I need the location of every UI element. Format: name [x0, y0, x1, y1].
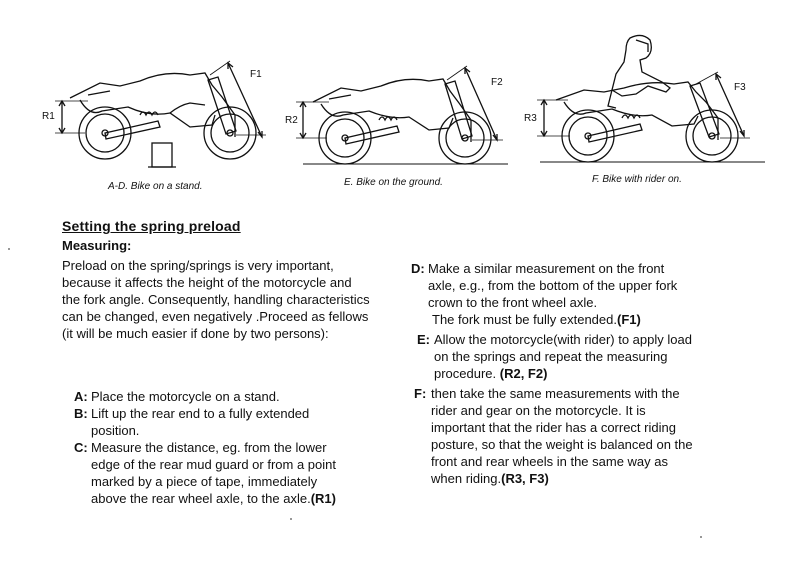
rider: [612, 35, 670, 96]
step-text: then take the same measurements with the rider and gear on the motorcycle. It is important that the rider has a correct riding posture, so that the weight is balanced on the front and rear wheels in the same way as when riding.: [431, 386, 693, 486]
step-letter: F:: [414, 386, 427, 401]
figure-caption-rider: F. Bike with rider on.: [592, 174, 682, 185]
step-measure-mark: (R2, F2): [499, 366, 548, 381]
label-r3: R3: [524, 113, 537, 124]
step-text: Lift up the rear end to a fully extended position.: [91, 406, 310, 438]
step-measure-mark: (F1): [616, 312, 641, 327]
figure-caption-ground: E. Bike on the ground.: [344, 177, 443, 188]
step-text: Allow the motorcycle(with rider) to apply load on the springs and repeat the measuring procedure.: [434, 332, 692, 381]
step-d: [411, 260, 693, 328]
swing-arm: [588, 124, 642, 142]
swing-arm: [345, 126, 399, 144]
step-text: Measure the distance, eg. from the lower edge of the rear mud guard or from a point marked by a piece of tape, immediately above the rear wheel axle, to the axle.: [91, 440, 336, 506]
step-measure-mark: (R3, F3): [501, 471, 549, 486]
step-letter: E:: [417, 332, 430, 347]
step-f: [414, 385, 693, 487]
label-r1: R1: [42, 111, 55, 122]
step-c: [74, 439, 346, 507]
step-letter: C:: [74, 440, 88, 455]
step-text: Make a similar measurement on the front axle, e.g., from the bottom of the upper fork crown to the front wheel axle.: [428, 261, 678, 310]
section-title: Setting the spring preload: [62, 218, 241, 234]
step-letter: D:: [411, 261, 425, 276]
step-note: The fork must be fully extended.: [432, 312, 617, 327]
bike-body: [70, 73, 235, 137]
step-b: [74, 405, 346, 439]
steps-right: [411, 260, 693, 487]
step-letter: B:: [74, 406, 88, 421]
step-a: [74, 388, 346, 405]
section-subtitle: Measuring:: [62, 238, 132, 253]
figure-bike-with-rider: [520, 28, 785, 173]
label-f2: F2: [491, 77, 503, 88]
label-f3: F3: [734, 82, 746, 93]
figure-bike-on-stand: [40, 45, 290, 180]
intro-paragraph: Preload on the spring/springs is very important, because it affects the height of the motorcycle and the fork angle. Consequently, handling characteristics can be changed, even negatively .Proceed as fellows (it will be much easier if done by two persons):: [62, 258, 370, 341]
stand: [152, 143, 172, 167]
figure-bike-on-ground: [283, 60, 523, 175]
label-r2: R2: [285, 115, 298, 126]
scan-speck: [8, 248, 10, 250]
figure-caption-stand: A-D. Bike on a stand.: [108, 181, 203, 192]
step-letter: A:: [74, 389, 88, 404]
step-e: [417, 331, 693, 382]
swing-arm: [105, 121, 160, 139]
label-f1: F1: [250, 69, 262, 80]
steps-left: [74, 388, 346, 507]
scan-speck: [700, 536, 702, 538]
scan-speck: [290, 518, 292, 520]
step-text: Place the motorcycle on a stand.: [91, 389, 280, 404]
step-measure-mark: (R1): [310, 491, 336, 506]
